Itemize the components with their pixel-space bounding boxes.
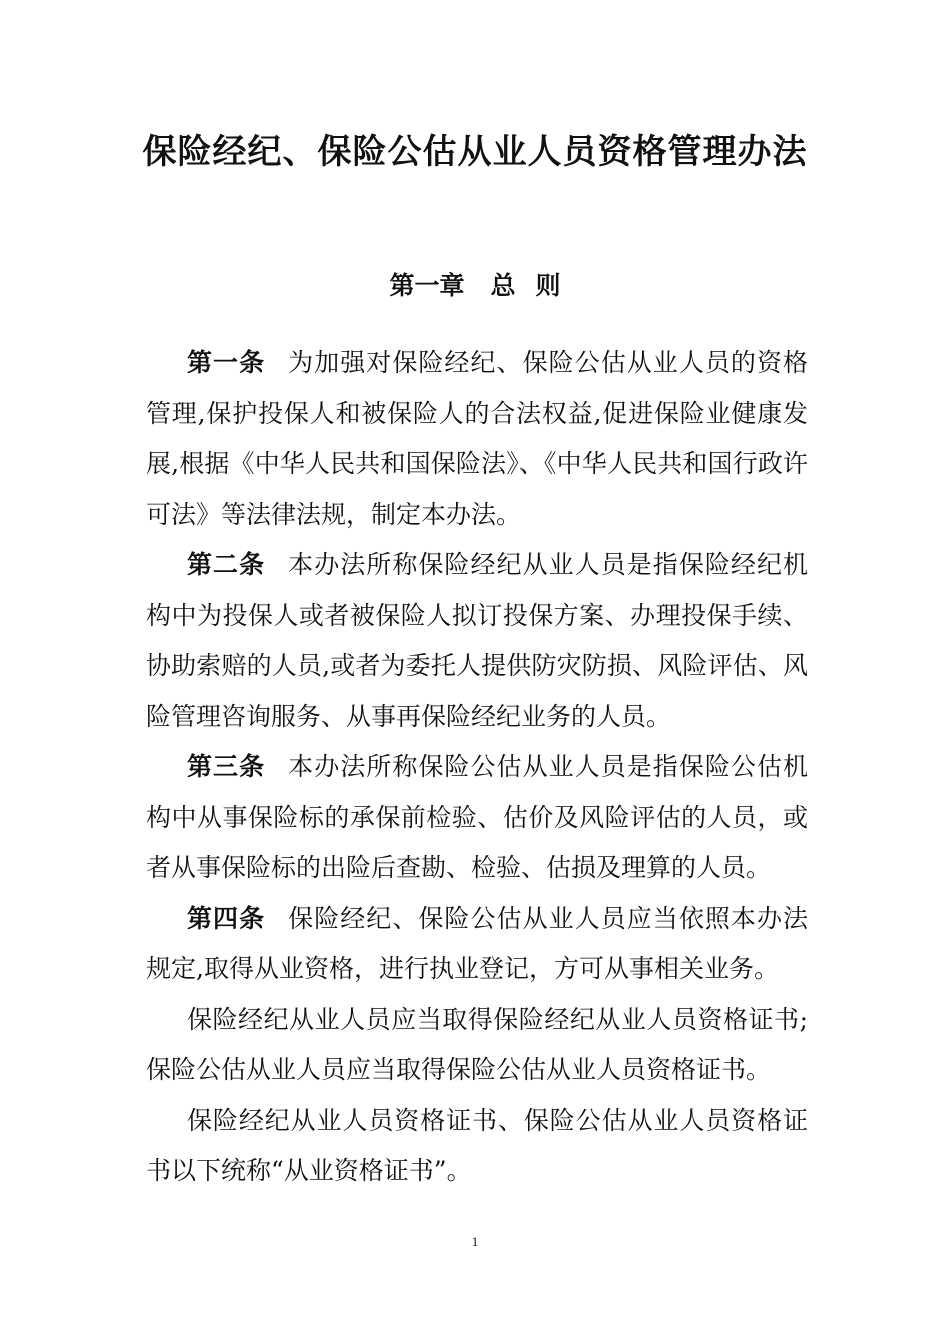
chapter-heading xyxy=(0,264,950,308)
page-number: 1 xyxy=(471,1234,479,1249)
body-paragraph: 保险经纪从业人员资格证书、保险公估从业人员资格证书以下统称“从业资格证书”。 xyxy=(146,1105,808,1185)
article-paragraph xyxy=(146,742,808,894)
article-number: 第三条 xyxy=(187,752,266,781)
article-text: 本办法所称保险经纪从业人员是指保险经纪机构中为投保人或者被保险人拟订投保方案、办理投保手续、协助索赔的人员,或者为委托人提供防灾防损、风险评估、风险管理咨询服务、从事再保险经纪业务的人员。 xyxy=(146,550,808,731)
document-title: 保险经纪、保险公估从业人员资格管理办法 xyxy=(142,132,808,172)
chapter-name-part1: 总 xyxy=(490,271,516,300)
article-number: 第一条 xyxy=(187,348,266,377)
article-number: 第二条 xyxy=(187,550,266,579)
article-paragraph xyxy=(146,894,808,995)
article-text: 本办法所称保险公估从业人员是指保险公估机构中从事保险标的承保前检验、估价及风险评估的人员，或者从事保险标的出险后查勘、检验、估损及理算的人员。 xyxy=(146,752,808,882)
body-paragraph: 保险经纪从业人员应当取得保险经纪从业人员资格证书;保险公估从业人员应当取得保险公估从业人员资格证书。 xyxy=(146,1004,808,1084)
article-text: 为加强对保险经纪、保险公估从业人员的资格管理,保护投保人和被保险人的合法权益,促进保险业健康发展,根据《中华人民共和国保险法》、《中华人民共和国行政许可法》等法律法规，制定本办法。 xyxy=(146,348,808,529)
article-number: 第四条 xyxy=(187,903,266,933)
article-paragraph xyxy=(146,540,808,742)
chapter-number: 第一章 xyxy=(389,271,465,300)
article-paragraph xyxy=(146,338,808,540)
article-text: 保险经纪、保险公估从业人员应当依照本办法规定,取得从业资格，进行执业登记，方可从事相关业务。 xyxy=(146,903,808,983)
chapter-name-part2: 则 xyxy=(535,271,561,300)
document-body xyxy=(146,338,808,1197)
